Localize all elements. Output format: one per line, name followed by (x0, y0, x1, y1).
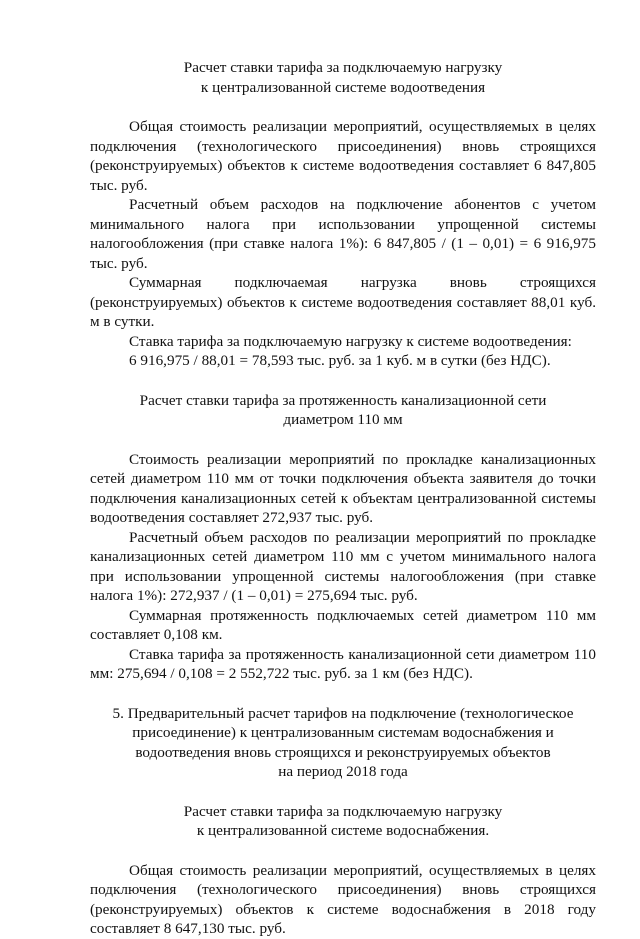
heading-line: к централизованной системе водоснабжения. (196, 822, 490, 839)
paragraph: Ставка тарифа за подключаемую нагрузку к системе водоотведения: (129, 332, 572, 350)
paragraph: Общая стоимость реализации мероприятий, осуществляемых в целях подключения (технологического присоединения) вновь строящихся (реконструируемых) объектов к системе водоснабжения в 2018 году составляет 8 647,130 тыс. руб. (90, 861, 596, 937)
heading-line: диаметром 110 мм (283, 411, 403, 428)
section-heading-preliminary-calc (90, 704, 596, 782)
heading-line: на период 2018 года (278, 763, 408, 780)
section-heading-water-load (90, 802, 596, 841)
paragraph: Общая стоимость реализации мероприятий, осуществляемых в целях подключения (технологического присоединения) вновь строящихся (реконструируемых) объектов к системе водоотведения составляет 6 847,805 тыс. руб. (90, 118, 596, 194)
heading-line: к централизованной системе водоотведения (200, 78, 486, 96)
paragraph: Ставка тарифа за протяженность канализационной сети диаметром 110 мм: 275,694 / 0,108 = 2 552,722 тыс. руб. за 1 км (без НДС). (90, 645, 596, 682)
document-page (90, 58, 596, 939)
heading-line: водоотведения вновь строящихся и реконструируемых объектов (135, 743, 551, 761)
paragraph: Суммарная протяженность подключаемых сетей диаметром 110 мм составляет 0,108 км. (90, 606, 596, 643)
heading-line: Расчет ставки тарифа за подключаемую нагрузку (183, 802, 503, 820)
section-heading-sewer-load (90, 58, 596, 97)
heading-line: присоединение) к централизованным системам водоснабжения и (132, 724, 554, 741)
paragraph: Стоимость реализации мероприятий по прокладке канализационных сетей диаметром 110 мм от точки подключения объекта заявителя до точки подключения канализационных сетей к объектам централизованной системы водоотведения составляет 272,937 тыс. руб. (90, 450, 596, 526)
heading-line: 5. Предварительный расчет тарифов на подключение (технологическое (112, 704, 574, 722)
section-heading-sewer-length (90, 391, 596, 430)
heading-line: Расчет ставки тарифа за подключаемую нагрузку (183, 59, 503, 76)
heading-line: Расчет ставки тарифа за протяженность канализационной сети (139, 391, 547, 409)
paragraph: Расчетный объем расходов на подключение абонентов с учетом минимального налога при использовании упрощенной системы налогообложения (при ставке налога 1%): 6 847,805 / (1 – 0,01) = 6 916,975 тыс. руб. (90, 196, 596, 272)
tariff-formula: 6 916,975 / 88,01 = 78,593 тыс. руб. за 1 куб. м в сутки (без НДС). (129, 352, 551, 369)
paragraph: Расчетный объем расходов по реализации мероприятий по прокладке канализационных сетей диаметром 110 мм с учетом минимального налога при использовании упрощенной системы налогообложения (при ставке налога 1%): 272,937 / (1 – 0,01) = 275,694 тыс. руб. (90, 528, 596, 604)
paragraph: Суммарная подключаемая нагрузка вновь строящихся (реконструируемых) объектов к системе водоотведения составляет 88,01 куб. м в сутки. (90, 274, 596, 330)
